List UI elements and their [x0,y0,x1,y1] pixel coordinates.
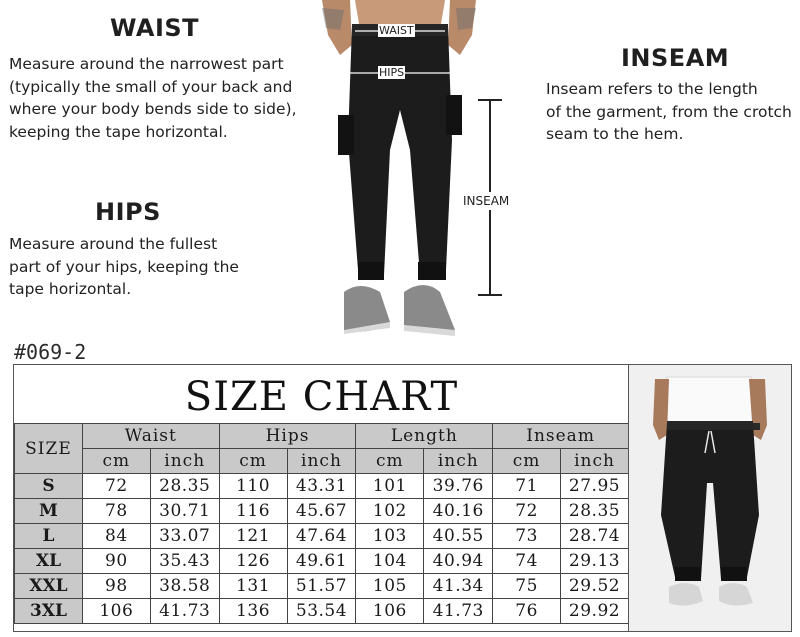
inseam-line-2: of the garment, from the crotch [546,102,792,121]
figure-hips-label: HIPS [379,66,405,79]
size-value-cell: 29.13 [561,549,629,574]
size-value-cell: 28.74 [561,524,629,549]
size-value-cell: 71 [493,474,561,499]
size-value-cell: 76 [493,599,561,624]
size-value-cell: 29.52 [561,574,629,599]
waist-line-1: Measure around the narrowest part [9,55,284,73]
inseam-ruler-bottom [478,294,502,296]
waist-line-4: keeping the tape horizontal. [9,122,228,141]
group-header-row [15,424,629,449]
size-value-cell: 110 [219,474,287,499]
unit-header: cm [493,449,561,474]
size-chart-title: SIZE CHART [184,374,459,420]
size-value-cell: 35.43 [150,549,219,574]
size-value-cell: 102 [356,499,424,524]
size-value-cell: 47.64 [287,524,356,549]
size-value-cell: 28.35 [150,474,219,499]
unit-header: cm [82,449,150,474]
size-row [15,599,629,624]
size-value-cell: 40.94 [424,549,493,574]
hips-line-3: tape horizontal. [9,280,132,298]
unit-header: cm [219,449,287,474]
model-photo-illustration [629,365,791,631]
size-value-cell: 101 [356,474,424,499]
group-header-waist: Waist [82,424,219,449]
size-row [15,474,629,499]
size-row [15,549,629,574]
unit-header: inch [150,449,219,474]
size-label: M [15,499,83,524]
figure-waist-label: WAIST [379,24,414,37]
hips-line-1: Measure around the fullest [9,235,218,253]
size-row [15,574,629,599]
size-value-cell: 39.76 [424,474,493,499]
size-value-cell: 126 [219,549,287,574]
size-value-cell: 106 [82,599,150,624]
size-value-cell: 106 [356,599,424,624]
inseam-line-3: seam to the hem. [546,125,684,143]
size-value-cell: 29.92 [561,599,629,624]
size-value-cell: 90 [82,549,150,574]
product-code: #069-2 [14,340,87,364]
size-value-cell: 84 [82,524,150,549]
size-value-cell: 41.34 [424,574,493,599]
size-value-cell: 103 [356,524,424,549]
size-value-cell: 43.31 [287,474,356,499]
group-header-inseam: Inseam [493,424,629,449]
waist-heading: WAIST [110,14,200,42]
size-label: 3XL [15,599,83,624]
size-row [15,499,629,524]
hips-line-2: part of your hips, keeping the [9,257,239,276]
inseam-description [546,78,792,146]
size-value-cell: 73 [493,524,561,549]
size-value-cell: 51.57 [287,574,356,599]
size-value-cell: 41.73 [424,599,493,624]
waist-line-2: (typically the small of your back and [9,77,293,96]
size-value-cell: 131 [219,574,287,599]
size-value-cell: 38.58 [150,574,219,599]
size-value-cell: 136 [219,599,287,624]
size-label: XL [15,549,83,574]
size-label: S [15,474,83,499]
waist-description [9,53,297,143]
size-label: XXL [15,574,83,599]
hips-heading: HIPS [95,198,161,226]
model-photo [628,364,792,632]
size-row [15,524,629,549]
size-value-cell: 33.07 [150,524,219,549]
size-value-cell: 40.16 [424,499,493,524]
inseam-line-1: Inseam refers to the length [546,80,758,98]
size-value-cell: 28.35 [561,499,629,524]
size-value-cell: 121 [219,524,287,549]
figure-inseam-label: INSEAM [463,194,510,208]
size-value-cell: 74 [493,549,561,574]
size-value-cell: 27.95 [561,474,629,499]
unit-header: inch [561,449,629,474]
size-value-cell: 72 [82,474,150,499]
size-value-cell: 49.61 [287,549,356,574]
size-value-cell: 98 [82,574,150,599]
size-table [14,423,629,624]
unit-header: inch [287,449,356,474]
size-value-cell: 41.73 [150,599,219,624]
size-header: SIZE [15,424,83,474]
size-value-cell: 53.54 [287,599,356,624]
size-value-cell: 116 [219,499,287,524]
size-chart [13,364,630,632]
size-value-cell: 45.67 [287,499,356,524]
size-value-cell: 78 [82,499,150,524]
inseam-heading: INSEAM [621,44,730,72]
pants-model-illustration [300,0,500,340]
pants-model-figure [300,0,500,340]
group-header-hips: Hips [219,424,356,449]
size-value-cell: 75 [493,574,561,599]
waist-line-3: where your body bends side to side), [9,100,297,118]
size-value-cell: 30.71 [150,499,219,524]
hips-description [9,233,239,301]
size-label: L [15,524,83,549]
unit-header: inch [424,449,493,474]
unit-header: cm [356,449,424,474]
size-value-cell: 40.55 [424,524,493,549]
unit-header-row [15,449,629,474]
size-value-cell: 104 [356,549,424,574]
size-value-cell: 72 [493,499,561,524]
size-value-cell: 105 [356,574,424,599]
group-header-length: Length [356,424,493,449]
